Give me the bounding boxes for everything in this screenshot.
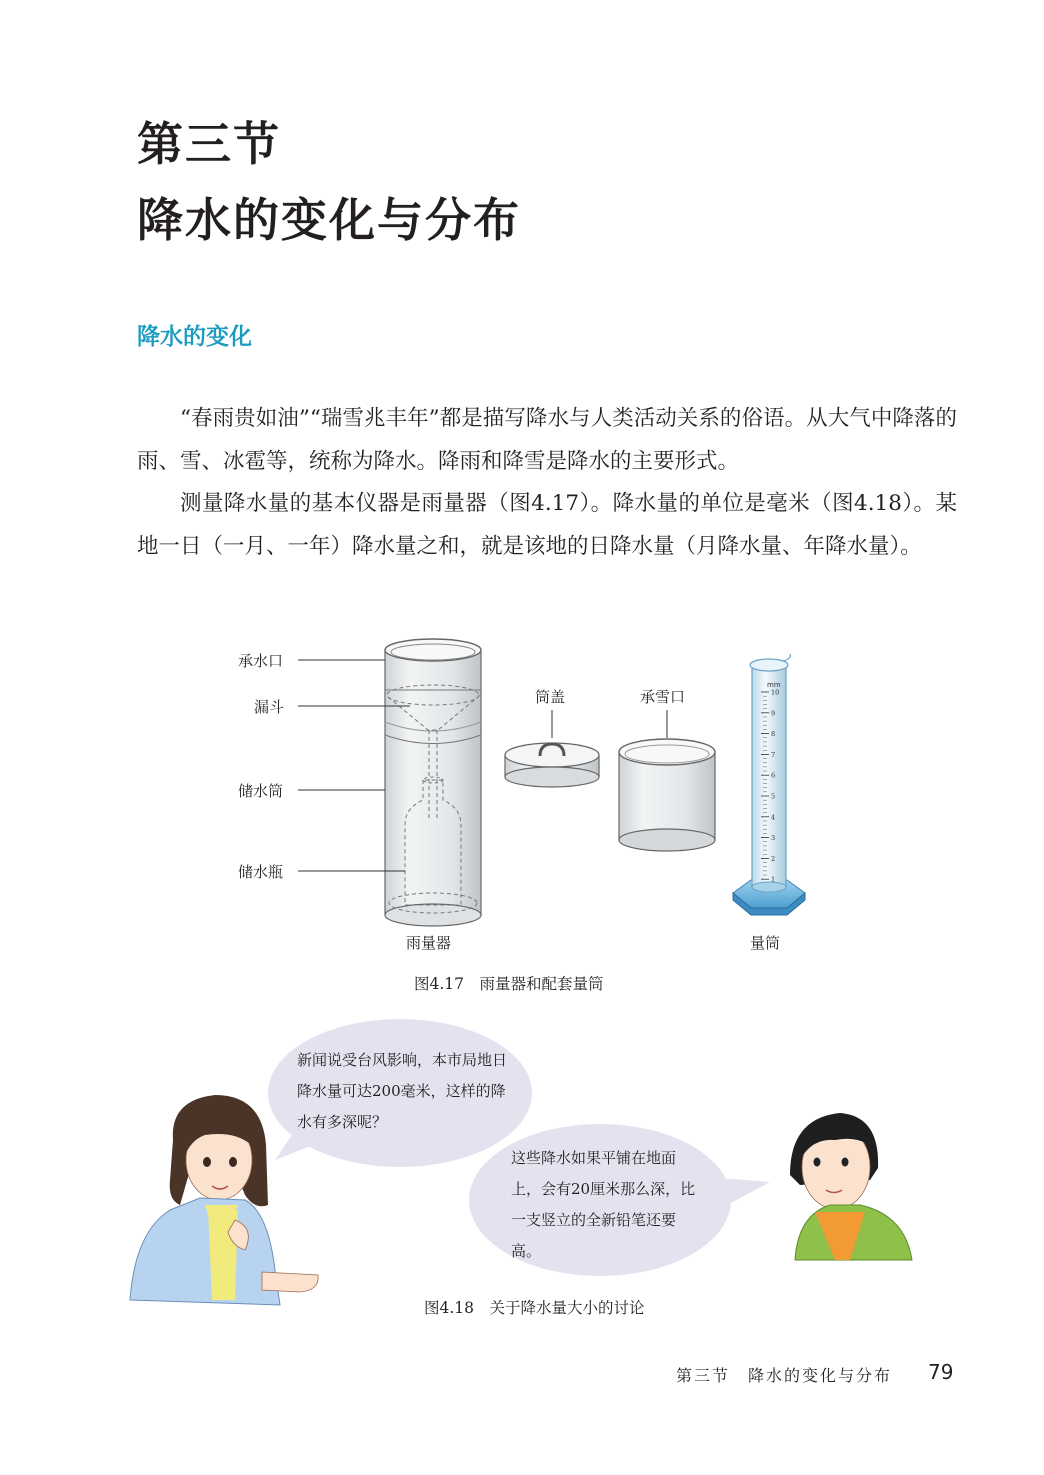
scale-tick-label: 2 <box>771 854 776 863</box>
footer-chapter-title: 第三节 降水的变化与分布 <box>676 1366 893 1385</box>
boy-illustration <box>790 1113 912 1260</box>
label-snow-mouth: 承雪口 <box>640 688 686 706</box>
paragraph-intro: “春雨贵如油”“瑞雪兆丰年”都是描写降水与人类活动关系的俗语。从大气中降落的雨、雪、冰雹等，统称为降水。降雨和降雪是降水的主要形式。 <box>137 406 957 474</box>
scale-tick-label: 10 <box>771 688 780 697</box>
label-rain-gauge: 雨量器 <box>406 934 452 952</box>
scale-unit: mm <box>767 681 781 689</box>
section-heading: 降水的变化 <box>137 324 252 350</box>
chapter-number: 第三节 <box>137 117 281 171</box>
label-lid: 筒盖 <box>535 688 566 706</box>
label-mouth: 承水口 <box>238 652 284 670</box>
label-bottle: 储水瓶 <box>238 863 284 881</box>
scale-tick-label: 9 <box>771 709 776 718</box>
scale-tick-label: 1 <box>771 875 776 884</box>
figure-4-18-caption: 图4.18 关于降水量大小的讨论 <box>424 1299 645 1317</box>
page-number: 79 <box>928 1360 954 1384</box>
paragraph-measurement: 测量降水量的基本仪器是雨量器（图4.17）。降水量的单位是毫米（图4.18）。某地一日（一月、一年）降水量之和，就是该地的日降水量（月降水量、年降水量）。 <box>137 491 957 559</box>
lid-illustration <box>505 710 599 787</box>
figure-4-17-caption: 图4.17 雨量器和配套量筒 <box>414 975 604 993</box>
chapter-title: 降水的变化与分布 <box>137 193 521 247</box>
label-measuring-cylinder: 量筒 <box>750 934 781 952</box>
rain-gauge-illustration <box>298 639 481 926</box>
scale-tick-label: 7 <box>771 750 776 759</box>
scale-tick-label: 8 <box>771 730 776 739</box>
scale-tick-label: 5 <box>771 792 776 801</box>
boy-speech-text: 这些降水如果平铺在地面上，会有20厘米那么深，比一支竖立的全新铅笔还要高。 <box>511 1149 696 1260</box>
measuring-cylinder-illustration <box>733 654 805 915</box>
scale-tick-label: 4 <box>771 813 776 822</box>
snow-mouth-illustration <box>619 710 715 851</box>
scale-tick-label: 3 <box>771 834 776 843</box>
label-cylinder: 储水筒 <box>238 782 284 800</box>
label-funnel: 漏斗 <box>254 698 285 716</box>
girl-speech-text: 新闻说受台风影响，本市局地日降水量可达200毫米，这样的降水有多深呢？ <box>297 1051 508 1131</box>
scale-tick-label: 6 <box>771 771 776 780</box>
